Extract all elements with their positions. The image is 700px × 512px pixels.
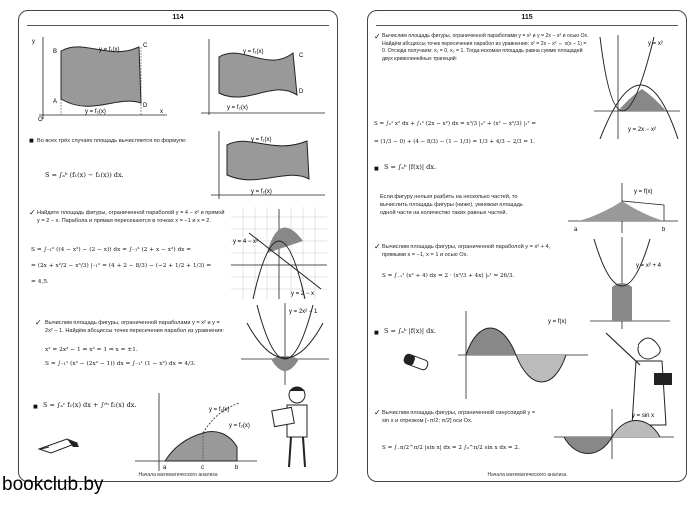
figure-parabola-line-grid	[231, 207, 327, 299]
bottom-curve-label: y = f₂(x)	[251, 189, 272, 195]
point-label: B	[53, 49, 58, 55]
left-page	[18, 10, 338, 482]
curve-label: y = f₁(x)	[209, 407, 230, 413]
bottom-curve-label: y = f₂(x)	[85, 109, 106, 115]
bound-label: a	[163, 465, 167, 471]
check-icon: ✓	[35, 318, 42, 327]
bullet-icon: ■	[29, 136, 34, 145]
split-note: Если фигуру нельзя разбить на несколько частей, то вычислить площадь фигуры (ниже), умножая площадь одной части на количество таких равных частей.	[380, 194, 523, 216]
curve-label: y = f(x)	[548, 319, 567, 325]
figure-sine-small	[554, 407, 674, 461]
general-note: Во всех трёх случаях площадь вычисляется по формуле:	[37, 138, 187, 144]
page-number: 114	[172, 14, 184, 21]
bullet-icon: ■	[374, 164, 379, 173]
parabola-label: y = 4 − x²	[233, 239, 259, 245]
check-icon: ✓	[374, 242, 381, 251]
x-axis-label: x	[160, 109, 163, 115]
figure-two-parabolas	[594, 35, 680, 139]
figure-area-between-curves	[197, 37, 327, 117]
figure-symmetric-area	[564, 181, 680, 235]
example-3-calc: = (1/3 − 0) + (4 − 8/3) − (1 − 1/3) = 1/3 + 4/3 − 2/3 = 1.	[374, 139, 536, 145]
page-footer: Начала математического анализа	[138, 472, 218, 478]
example-1-calc: = (2x + x²/2 − x³/3) |₋₁² = (4 + 2 − 8/3) − (−2 + 1/2 + 1/3) =	[31, 263, 212, 269]
check-icon: ✓	[29, 208, 36, 217]
figure-sine-area	[458, 309, 588, 401]
boy-reading-illustration	[271, 383, 325, 471]
example-3-calc: S = ∫₀¹ x² dx + ∫₁² (2x − x²) dx = x³/3 |₀¹ + (x² − x³/3) |₁² =	[374, 121, 536, 127]
header-rule	[27, 25, 329, 26]
check-icon: ✓	[374, 408, 381, 417]
abs-formula: S = ∫ₐᵇ |f(x)| dx.	[384, 327, 437, 335]
figure-area-piecewise	[129, 391, 259, 473]
top-curve-label: y = f₁(x)	[243, 49, 264, 55]
curve-label: y = sin x	[632, 413, 655, 419]
general-formula: S = ∫ₐᵇ (f₁(x) − f₂(x)) dx.	[45, 171, 124, 179]
example-1-text: Найдите площадь фигуры, ограниченной параболой y = 4 − x² и прямой y = 2 − x. Парабола и прямая пересекаются в точках x = −1 и x = 2.	[37, 210, 225, 224]
curve-label: y = f₂(x)	[229, 423, 250, 429]
example-2-calc: S = ∫₋₁¹ (x² − (2x² − 1)) dx = ∫₋₁¹ (1 − x²) dx = 4/3.	[45, 361, 196, 367]
curve-label: y = f(x)	[634, 189, 653, 195]
example-2-text: Вычислим площадь фигуры, ограниченной параболами y = x² и y = 2x² − 1. Найдём абсциссы точек пересечения парабол из уравнения:	[45, 320, 224, 334]
example-4-calc: S = ∫₋₁¹ (x² + 4) dx = 2 · (x³/3 + 4x) |₀¹ = 26/3.	[382, 273, 515, 279]
y-axis-label: y	[32, 39, 35, 45]
bound-label: c	[201, 465, 204, 471]
example-4-text: Вычислим площадь фигуры, ограниченной параболой y = x² + 4, прямыми x = −1, x = 1 и осью Ox.	[382, 244, 551, 258]
bound-label: a	[574, 227, 578, 233]
point-label: A	[53, 99, 58, 105]
figure-area-under-curves	[29, 33, 169, 121]
split-formula: S = ∫ₐᶜ f₁(x) dx + ∫ᶜᵇ f₂(x) dx.	[43, 401, 137, 409]
watermark: bookclub.by	[2, 474, 104, 495]
figure-area-between-curves	[207, 129, 327, 201]
bound-label: b	[235, 465, 239, 471]
example-1-calc: S = ∫₋₁² ((4 − x²) − (2 − x)) dx = ∫₋₁² (2 + x − x²) dx =	[31, 247, 192, 253]
right-page	[367, 10, 687, 482]
page-number: 115	[521, 14, 533, 21]
parabola-label: y = 2x² − 1	[289, 309, 318, 315]
bound-label: b	[662, 227, 666, 233]
line-label: y = 2 − x	[291, 291, 315, 297]
bullet-icon: ■	[374, 328, 379, 337]
parabola-label: y = x²	[648, 41, 663, 47]
point-label: D	[143, 103, 148, 109]
parabola-label: y = 2x − x²	[628, 127, 657, 133]
example-1-calc: = 4,5.	[31, 279, 49, 285]
example-2-eq: x² = 2x² − 1 ⇔ x² = 1 ⇔ x = ±1.	[45, 347, 138, 353]
example-5-calc: S = ∫₋π/2^π/2 |sin x| dx = 2 ∫₀^π/2 sin x dx = 2.	[382, 445, 520, 451]
example-5-text: Вычислим площадь фигуры, ограниченной синусоидой y = sin x и отрезком [−π/2; π/2] оси Ox.	[382, 410, 536, 424]
pen-icon	[37, 435, 81, 455]
top-curve-label: y = f₁(x)	[251, 137, 272, 143]
point-label: C	[143, 43, 148, 49]
abs-formula: S = ∫ₐᵇ |f(x)| dx.	[384, 163, 437, 171]
example-3-text: Вычислим площадь фигуры, ограниченной параболами y = x² и y = 2x − x² и осью Ox. Найдём абсциссы точек пересечения парабол из уравнения: x² = 2x − x² ⇔ x(x − 1) = 0. Отсюда получаем: x₁ = 0, x₂ = 1. Тогда искомая площадь равна сумме площадей двух криволинейных трапеций:	[382, 33, 589, 62]
origin-label: O	[38, 117, 43, 121]
page-footer: Начала математического анализа	[487, 472, 567, 478]
check-icon: ✓	[374, 32, 381, 41]
point-label: C	[299, 53, 304, 59]
top-curve-label: y = f₁(x)	[99, 47, 120, 53]
eraser-icon	[400, 351, 434, 373]
bottom-curve-label: y = f₂(x)	[227, 105, 248, 111]
bullet-icon: ■	[33, 402, 38, 411]
figure-parabola-strip	[590, 237, 670, 329]
figure-two-parabolas	[241, 303, 329, 385]
header-rule	[376, 25, 678, 26]
parabola-label: y = x² + 4	[636, 263, 662, 269]
point-label: D	[299, 89, 304, 95]
